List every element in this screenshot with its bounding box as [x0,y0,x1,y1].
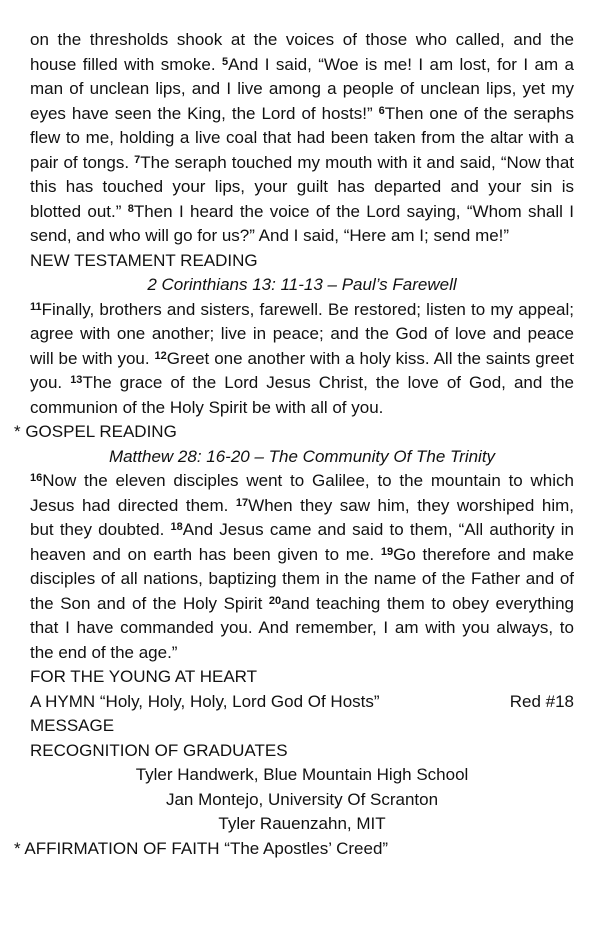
ot-text-part: Then one of the seraphs flew to me, holding a live coal that had been taken from the altar with a pair of tongs. [30,103,574,172]
gospel-text-part: and teaching them to obey everything that I have commanded you. And remember, I am with you always, to the end of the age.” [30,593,574,662]
verse-number: 17 [235,496,249,509]
ot-text-part: Then I heard the voice of the Lord saying, “Whom shall I send, and who will go for us?” And I said, “Here am I; send me!” [30,201,575,245]
nt-text-part: Greet one another with a holy kiss. All the saints greet you. [30,348,574,392]
recognition-heading: RECOGNITION OF GRADUATES [30,740,288,760]
nt-reference: 2 Corinthians 13: 11-13 – Paul’s Farewell [147,275,457,294]
verse-number: 12 [154,349,167,362]
nt-heading: NEW TESTAMENT READING [30,250,258,270]
ot-text-part: The seraph touched my mouth with it and said, “Now that this has touched your lips, your guilt has departed and your sin is blotted out.” [30,152,574,221]
verse-number: 8 [127,202,134,215]
graduate-name: Jan Montejo, University Of Scranton [165,789,439,809]
graduate-name: Tyler Handwerk, Blue Mountain High School [135,765,469,784]
gospel-text-part: When they saw him, they worshiped him, but they doubted. [30,495,574,539]
verse-number: 18 [170,521,183,533]
bulletin-page [0,28,602,861]
verse-number: 13 [70,374,83,386]
gospel-reference: Matthew 28: 16-20 – The Community Of The Trinity [108,446,496,466]
hymn-number: Red #18 [509,691,574,711]
young-at-heart-heading: FOR THE YOUNG AT HEART [30,667,258,686]
verse-number: 20 [268,594,282,607]
graduate-name: Tyler Rauenzahn, MIT [218,814,386,833]
verse-number: 19 [380,545,394,558]
nt-text-part: Finally, brothers and sisters, farewell. Be restored; listen to my appeal; agree with one another; live in peace; and the God of love and peace will be with you. [30,299,574,368]
gospel-heading: * GOSPEL READING [14,422,177,441]
verse-number: 7 [134,153,141,166]
hymn-title: A HYMN “Holy, Holy, Holy, Lord God Of Hosts” [30,691,380,711]
gospel-text-part: Go therefore and make disciples of all nations, baptizing them in the name of the Father and of the Son and of the Holy Spirit [30,544,575,613]
hymn-line [30,690,574,715]
verse-number: 5 [221,55,229,68]
verse-number: 6 [378,104,385,117]
verse-number: 11 [30,300,42,313]
message-heading: MESSAGE [30,716,115,735]
nt-text-part: The grace of the Lord Jesus Christ, the love of God, and the communion of the Holy Spirit be with all of you. [30,373,574,417]
gospel-text-part: Now the eleven disciples went to Galilee, to the mountain to which Jesus had directed them. [30,471,574,515]
gospel-text-part: And Jesus came and said to them, “All authority in heaven and on earth has been given to me. [30,520,574,564]
ot-text-part: And I said, “Woe is me! I am lost, for I am a man of unclean lips, and I live among a people of unclean lips, yet my eyes have seen the King, the Lord of hosts!” [30,54,574,123]
nt-text [30,298,574,421]
ot-text-part: on the thresholds shook at the voices of those who called, and the house filled with smoke. [30,30,574,74]
verse-number: 16 [30,472,43,484]
affirmation-heading: * AFFIRMATION OF FAITH “The Apostles’ Creed” [14,838,389,858]
old-testament-text [30,28,574,249]
gospel-text [30,469,574,665]
